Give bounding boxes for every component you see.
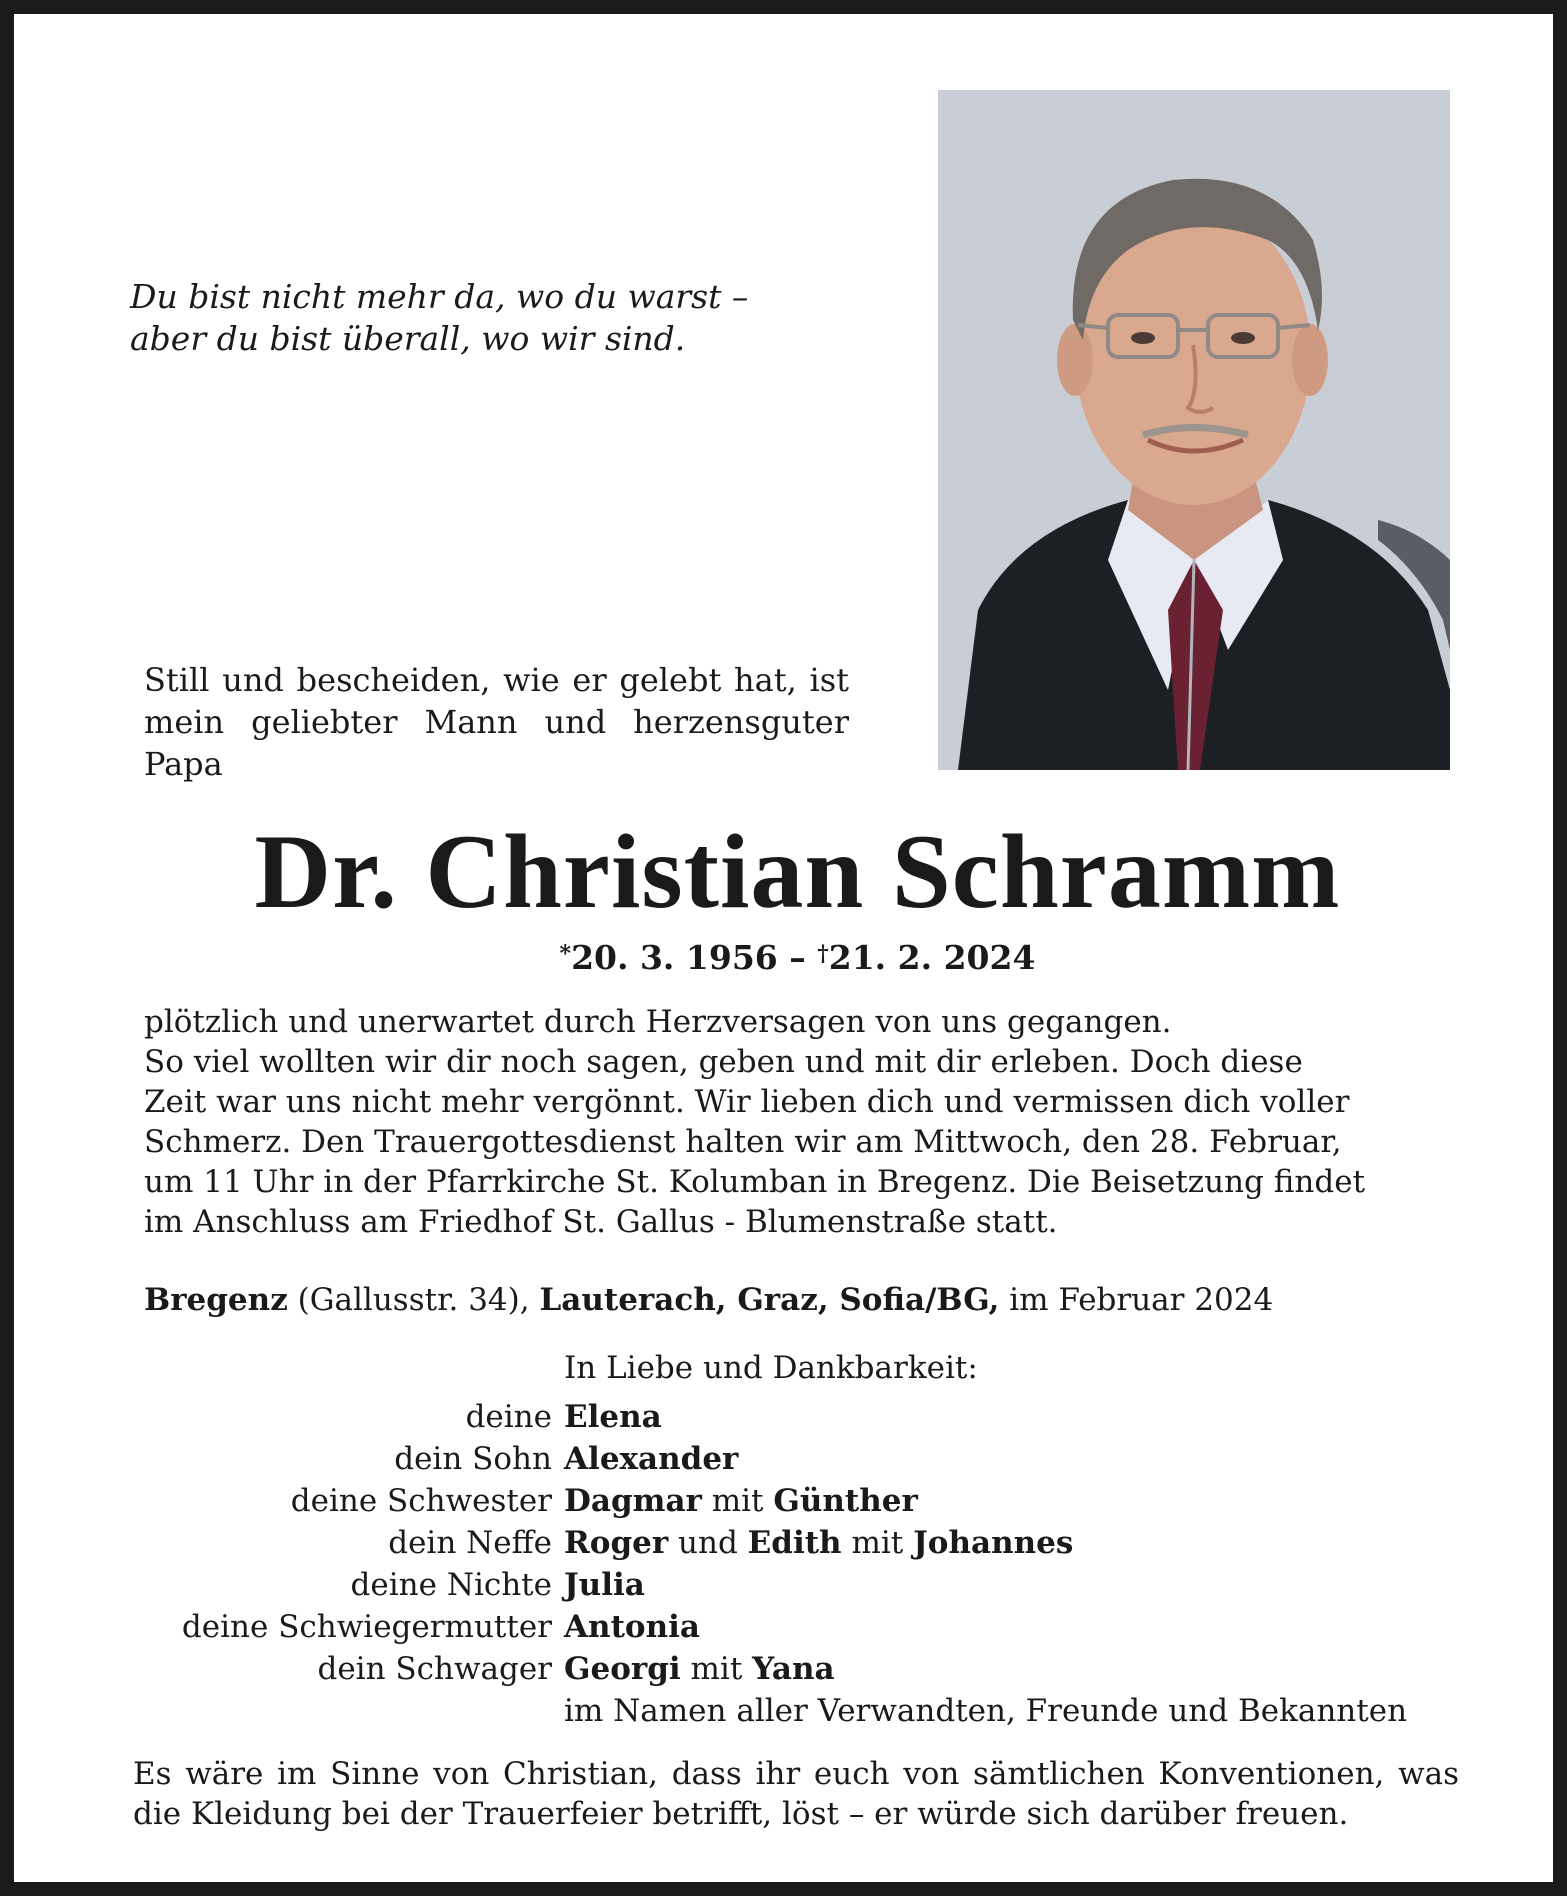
family-names: [564, 1480, 918, 1522]
family-member-name: Dagmar: [564, 1483, 702, 1519]
places-and-date: [144, 1278, 1464, 1322]
place-bregenz: Bregenz: [144, 1282, 288, 1318]
address: (Gallusstr. 34),: [287, 1282, 540, 1318]
family-member-name: Edith: [747, 1525, 842, 1561]
family-connector: mit: [841, 1525, 914, 1561]
family-names: [564, 1564, 645, 1606]
announcement-line: um 11 Uhr in der Pfarrkirche St. Kolumban in Bregenz. Die Beisetzung findet: [144, 1164, 1366, 1200]
family-row: [14, 1396, 1567, 1438]
family-relation: deine Schwiegermutter: [181, 1609, 552, 1645]
family-names: [564, 1690, 1407, 1732]
family-connector: mit: [701, 1483, 774, 1519]
family-row: [14, 1648, 1567, 1690]
family-connector: im Namen aller Verwandten, Freunde und Bekannten: [564, 1693, 1408, 1729]
family-names: [564, 1396, 662, 1438]
death-date: 21. 2. 2024: [828, 938, 1036, 977]
deceased-name: Dr. Christian Schramm: [254, 813, 1341, 930]
death-symbol: †: [817, 941, 829, 967]
date-separator: –: [777, 938, 818, 977]
eye-right: [1231, 332, 1255, 344]
family-names: [564, 1438, 738, 1480]
family-names: [564, 1522, 1073, 1564]
family-member-name: Alexander: [564, 1441, 739, 1477]
family-member-name: Elena: [564, 1399, 662, 1435]
portrait-illustration: [938, 90, 1450, 770]
family-list: [14, 1396, 1567, 1732]
gratitude-line: In Liebe und Dankbarkeit:: [564, 1350, 978, 1386]
family-relation: dein Schwager: [317, 1651, 552, 1687]
motto-line-2: aber du bist überall, wo wir sind.: [130, 319, 686, 358]
family-names: [564, 1606, 700, 1648]
announcement-text: [144, 1002, 1449, 1242]
portrait-photo: [938, 90, 1450, 770]
motto-line-1: Du bist nicht mehr da, wo du warst –: [130, 277, 749, 316]
family-names: [564, 1648, 835, 1690]
eye-left: [1131, 332, 1155, 344]
family-row: [14, 1564, 1567, 1606]
family-row: [14, 1522, 1567, 1564]
birth-date: 20. 3. 1956: [571, 938, 778, 977]
ear-right: [1292, 324, 1328, 396]
family-relation: deine Schwester: [290, 1483, 552, 1519]
motto-quote: [130, 276, 850, 360]
other-places: Lauterach, Graz, Sofia/BG,: [539, 1282, 1000, 1318]
family-relation: deine: [465, 1399, 552, 1435]
family-connector: mit: [680, 1651, 753, 1687]
family-row: [14, 1690, 1567, 1732]
family-member-name: Yana: [752, 1651, 835, 1687]
family-connector: und: [668, 1525, 748, 1561]
intro-text: Still und bescheiden, wie er gelebt hat, ist mein geliebter Mann und herzensguter Papa: [144, 661, 849, 783]
date-line: im Februar 2024: [999, 1282, 1274, 1318]
family-member-name: Günther: [773, 1483, 918, 1519]
announcement-line: Schmerz. Den Trauergottesdienst halten wir am Mittwoch, den 28. Februar,: [144, 1124, 1342, 1160]
family-row: [14, 1606, 1567, 1648]
family-relation: deine Nichte: [350, 1567, 552, 1603]
family-member-name: Johannes: [913, 1525, 1074, 1561]
family-row: [14, 1480, 1567, 1522]
family-member-name: Roger: [564, 1525, 669, 1561]
announcement-line: So viel wollten wir dir noch sagen, geben und mit dir erleben. Doch diese: [144, 1044, 1303, 1080]
announcement-line: plötzlich und unerwartet durch Herzversagen von uns gegangen.: [144, 1004, 1172, 1040]
family-member-name: Georgi: [564, 1651, 681, 1687]
life-dates: [14, 936, 1567, 980]
family-member-name: Julia: [564, 1567, 645, 1603]
family-relation: dein Sohn: [394, 1441, 552, 1477]
family-member-name: Antonia: [564, 1609, 700, 1645]
announcement-line: Zeit war uns nicht mehr vergönnt. Wir lieben dich und vermissen dich voller: [144, 1084, 1350, 1120]
family-relation: dein Neffe: [388, 1525, 552, 1561]
closing-note: Es wäre im Sinne von Christian, dass ihr euch von sämtlichen Konventionen, was die Kleidung bei der Trauerfeier betrifft, löst – er würde sich darüber freuen.: [133, 1756, 1459, 1832]
announcement-line: im Anschluss am Friedhof St. Gallus - Blumenstraße statt.: [144, 1204, 1058, 1240]
birth-symbol: *: [559, 941, 572, 967]
ear-left: [1057, 324, 1093, 396]
family-row: [14, 1438, 1567, 1480]
